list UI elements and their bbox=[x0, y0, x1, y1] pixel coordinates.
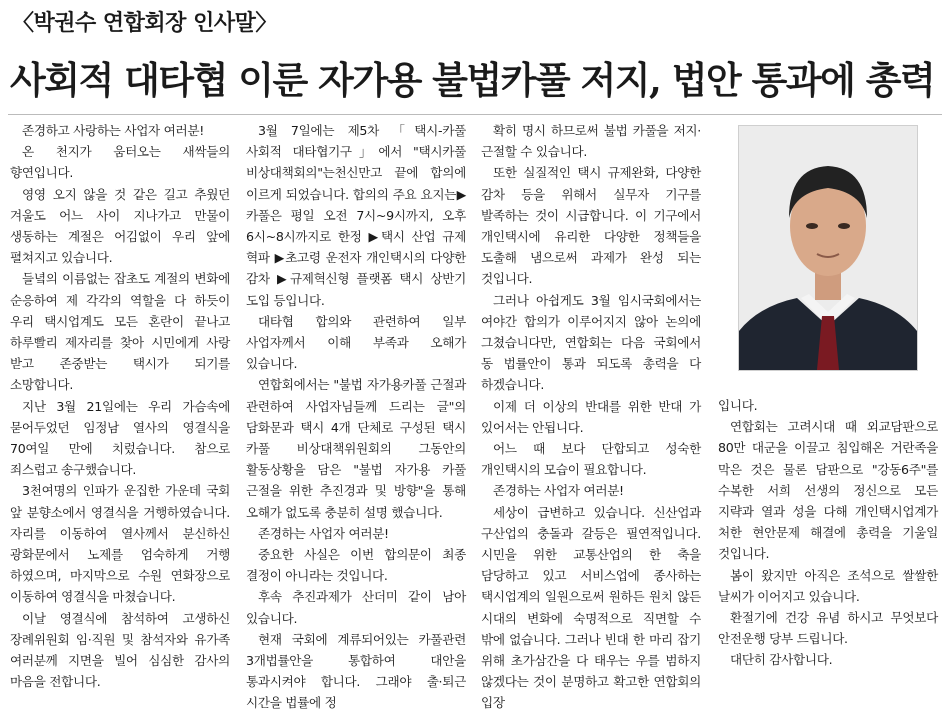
portrait-photo-icon bbox=[739, 126, 917, 370]
article-column-1 bbox=[10, 120, 230, 690]
paragraph: 확히 명시 하므로써 불법 카풀을 저지·근절할 수 있습니다. bbox=[481, 123, 701, 160]
paragraph: 또한 실질적인 택시 규제완화, 다양한 감차 등을 위해서 실무자 기구를 발족하는 것이 시급합니다. 이 기구에서 개인택시에 유리한 다양한 정책들을 도출해 냄으로써 과제가 완성 되는 것입니다. bbox=[481, 165, 701, 287]
paragraph: 연합회는 고려시대 때 외교담판으로 80만 대군을 이끌고 침입해온 거란족을 막은 것은 물론 담판으로 "강동6주"를 수복한 서희 선생의 정신으로 모든 지략과 열과 성을 다해 개인택시업계가 처한 현안문제 해결에 총력을 기울일 것입니다. bbox=[718, 419, 938, 562]
paragraph: 그러나 아쉽게도 3월 임시국회에서는 여야간 합의가 이루어지지 않아 논의에 그쳤습니다만, 연합회는 다음 국회에서 동 법률안이 통과 되도록 총력을 다 하겠습니다. bbox=[481, 292, 701, 393]
paragraph: 온 천지가 움터오는 새싹들의 향연입니다. bbox=[10, 144, 230, 181]
portrait-photo bbox=[738, 125, 918, 371]
paragraph: 중요한 사실은 이번 합의문이 최종 결정이 아니라는 것입니다. bbox=[246, 547, 466, 584]
paragraph: 대단히 감사합니다. bbox=[730, 652, 833, 668]
paragraph: 환절기에 건강 유념 하시고 무엇보다 안전운행 당부 드립니다. bbox=[718, 610, 938, 647]
paragraph: 현재 국회에 계류되어있는 카풀관련 3개법률안을 통합하여 대안을 통과시켜야 합니다. 그래야 출·퇴근 시간을 법률에 정 bbox=[246, 631, 466, 711]
paragraph: 영영 오지 않을 것 같은 길고 추웠던 겨울도 어느 사이 지나가고 만물이 생동하는 계절은 어김없이 우리 앞에 펼쳐지고 있습니다. bbox=[10, 186, 230, 266]
article-column-2 bbox=[246, 120, 466, 711]
article-column-4 bbox=[718, 395, 938, 687]
paragraph: 대타협 합의와 관련하여 일부 사업자께서 이해 부족과 오해가 있습니다. bbox=[246, 313, 466, 372]
paragraph: 존경하는 사업자 여러분! bbox=[258, 525, 389, 541]
article-kicker: 〈박권수 연합회장 인사말〉 bbox=[12, 11, 277, 36]
article-headline: 사회적 대타협 이룬 자가용 불법카풀 저지, 법안 통과에 총력 bbox=[10, 58, 935, 102]
paragraph: 존경하고 사랑하는 사업자 여러분! bbox=[22, 123, 204, 138]
paragraph: 어느 때 보다 단합되고 성숙한 개인택시의 모습이 필요합니다. bbox=[481, 441, 701, 478]
paragraph: 세상이 급변하고 있습니다. 신산업과 구산업의 충돌과 갈등은 필연적입니다. 시민을 위한 교통산업의 한 축을 담당하고 있고 서비스업에 종사하는 택시업계의 일원으로써 원하든 원치 않든 시대의 변화에 숙명적으로 직면할 수 밖에 없습니다. 그러나 빈대 한 마리 잡기 위해 초가삼간을 다 태우는 우를 범하지 않겠다는 것이 분명하고 확고한 연합회의 입장 bbox=[481, 504, 701, 711]
paragraph: 3월 7일에는 제5차 「택시-카풀 사회적 대타협기구」에서 "택시카풀 비상대책회의"는천신만고 끝에 합의에 이르게 되었습니다. 합의의 주요 요지는▶카풀은 평일 오전 7시~9시까지, 오후 6시~8시까지로 한정 ▶택시 산업 규제 혁파 ▶초고령 운전자 개인택시의 다양한 감차 ▶규제혁신형 플랫폼 택시 상반기 도입 등입니다. bbox=[246, 123, 466, 308]
paragraph: 들녘의 이름없는 잡초도 계절의 변화에 순응하여 제 각각의 역할을 다 하듯이 우리 택시업계도 모든 혼란이 끝나고 하루빨리 제자리를 찾아 시민에게 사랑 받고 존중받는 택시가 되기를 소망합니다. bbox=[10, 271, 230, 393]
paragraph: 3천여명의 인파가 운집한 가운데 국회 앞 분향소에서 영결식을 거행하였습니다. 자리를 이동하여 열사께서 분신하신 광화문에서 노제를 엄숙하게 거행 하였으며, 마지막으로 수원 연화장으로 이동하여 영결식을 마쳤습니다. bbox=[10, 483, 230, 605]
headline-divider bbox=[8, 114, 942, 115]
paragraph: 이날 영결식에 참석하여 고생하신 장례위원회 임·직원 및 참석자와 유가족 여러분께 지면을 빌어 심심한 감사의 마음을 전합니다. bbox=[10, 610, 230, 690]
paragraph: 봄이 왔지만 아직은 조석으로 쌀쌀한 날씨가 이어지고 있습니다. bbox=[718, 567, 938, 604]
paragraph: 입니다. bbox=[718, 398, 758, 413]
paragraph: 후속 추진과제가 산더미 같이 남아 있습니다. bbox=[246, 589, 466, 626]
paragraph: 이제 더 이상의 반대를 위한 반대 가 있어서는 안됩니다. bbox=[481, 398, 701, 435]
paragraph: 지난 3월 21일에는 우리 가슴속에 묻어두었던 임정남 열사의 영결식을 70여일 만에 치렀습니다. 참으로 죄스럽고 송구했습니다. bbox=[10, 398, 230, 478]
article-column-3 bbox=[481, 120, 701, 711]
paragraph: 연합회에서는 "불법 자가용카풀 근절과 관련하여 사업자님들께 드리는 글"의 담화문과 택시 4개 단체로 구성된 택시 카풀 비상대책위원회의 그동안의 활동상황을 담은 "불법 자가용 카풀 근절을 위한 추진경과 및 방향"을 통해 오해가 없도록 충분히 설명 했습니다. bbox=[246, 377, 466, 520]
paragraph: 존경하는 사업자 여러분! bbox=[493, 483, 624, 499]
